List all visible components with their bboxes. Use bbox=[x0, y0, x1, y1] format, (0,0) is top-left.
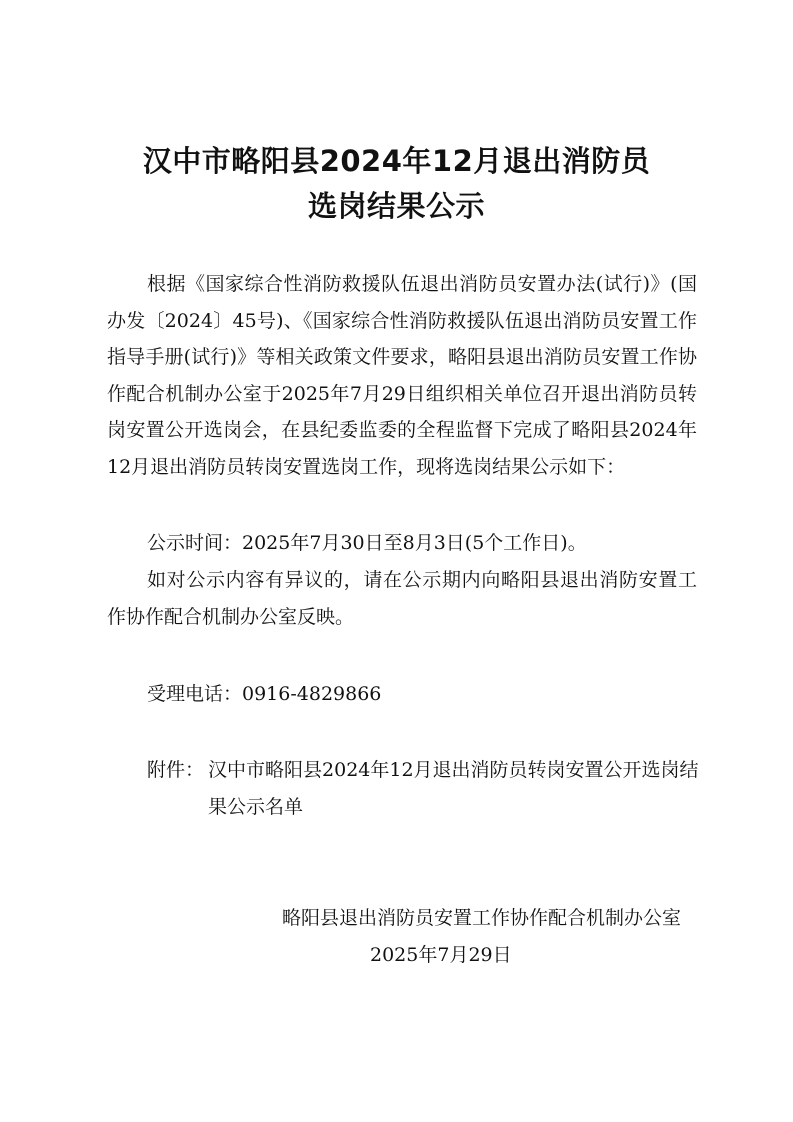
document-title-line1: 汉中市略阳县2024年12月退出消防员 bbox=[142, 144, 651, 178]
main-paragraph: 根据《国家综合性消防救援队伍退出消防员安置办法(试行)》(国办发〔2024〕45号)、《国家综合性消防救援队伍退出消防员安置工作指导手册(试行)》等相关政策文件要求，略阳县退出消防员安置工作协作配合机制办公室于2025年7月29日组织相关单位召开退出消防员转岗安置公开选岗会，在县纪委监委的全程监督下完成了略阳县2024年12月退出消防员转岗安置选岗工作，现将选岗结果公示如下： bbox=[107, 273, 697, 478]
objection-paragraph: 如对公示内容有异议的，请在公示期内向略阳县退出消防安置工作协作配合机制办公室反映。 bbox=[107, 569, 697, 628]
signature-date: 2025年7月29日 bbox=[370, 944, 512, 966]
phone-line: 受理电话：0916-4829866 bbox=[147, 683, 382, 705]
publicity-period-paragraph: 公示时间：2025年7月30日至8月3日(5个工作日)。 bbox=[147, 532, 587, 554]
document-title-line2: 选岗结果公示 bbox=[307, 189, 485, 223]
attachment-block bbox=[147, 752, 707, 826]
attachment-label: 附件： bbox=[147, 759, 205, 781]
attachment-text: 汉中市略阳县2024年12月退出消防员转岗安置公开选岗结果公示名单 bbox=[208, 759, 699, 818]
signature-organization: 略阳县退出消防员安置工作协作配合机制办公室 bbox=[281, 907, 681, 929]
